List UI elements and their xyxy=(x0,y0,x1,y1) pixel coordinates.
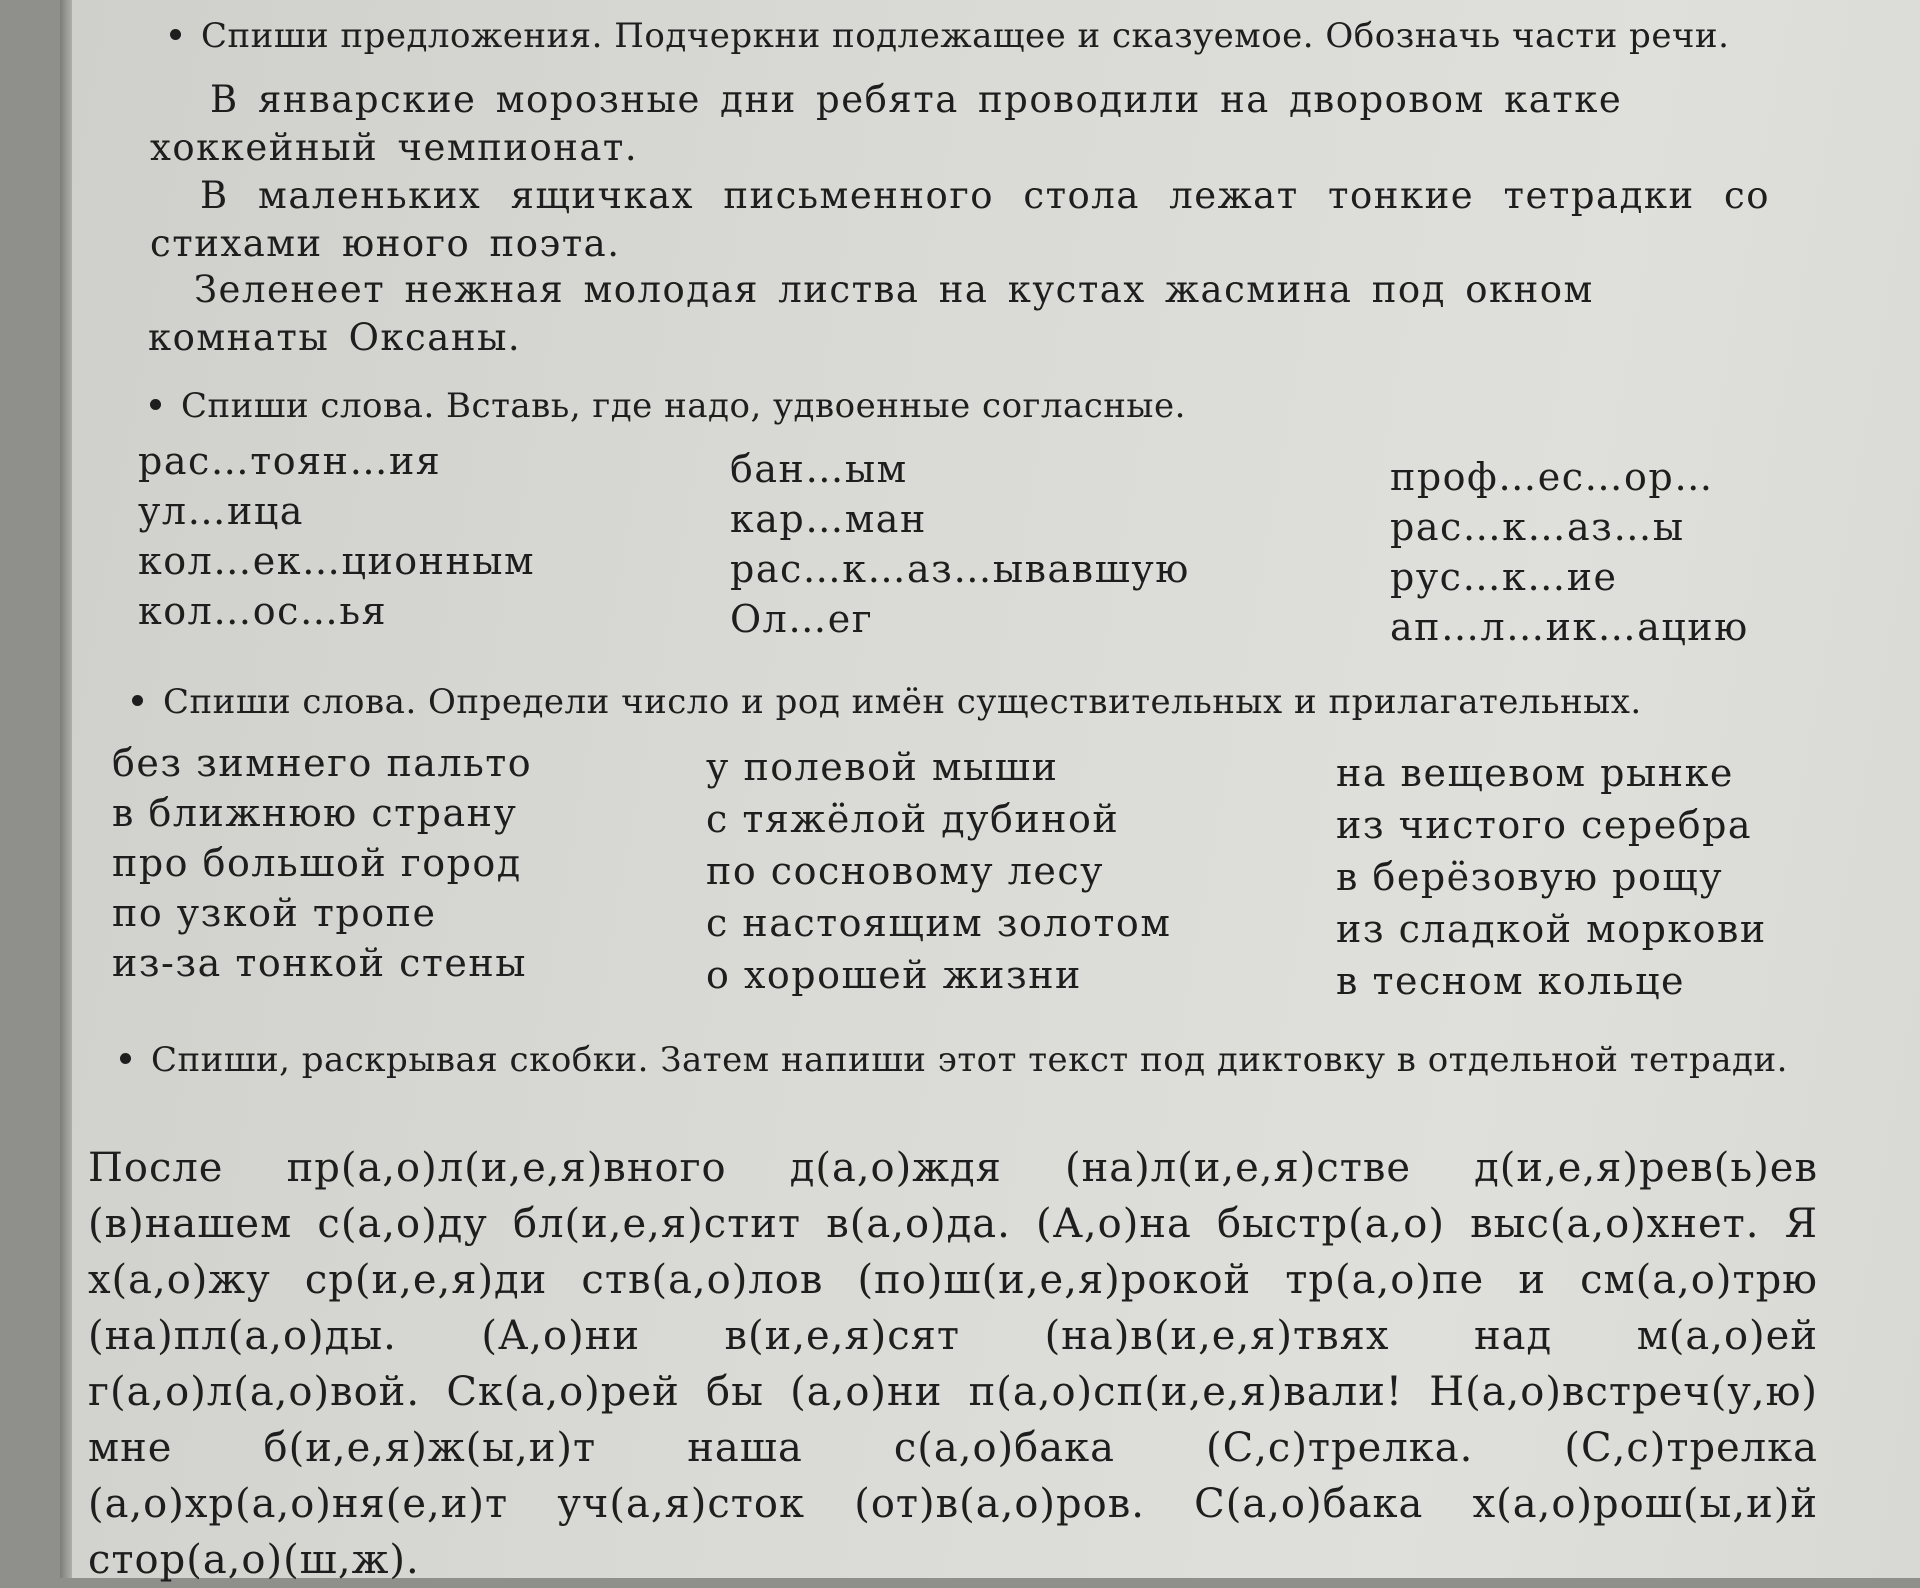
word-item: кар…ман xyxy=(730,497,927,541)
phrase-item: по узкой тропе xyxy=(112,891,437,935)
phrase-item: в тесном кольце xyxy=(1336,959,1685,1003)
task1-sentence-2: В маленьких ящичках письменного стола лежат тонкие тетрадки со стихами юного поэта. xyxy=(150,174,1770,265)
task1-instruction xyxy=(170,16,1729,56)
phrase-item: про большой город xyxy=(112,841,522,885)
phrase-item: у полевой мыши xyxy=(706,745,1059,789)
word-item: Ол…ег xyxy=(730,597,874,641)
task3-column-2 xyxy=(706,742,1171,1002)
task2-instruction xyxy=(150,386,1186,426)
phrase-item: на вещевом рынке xyxy=(1336,751,1734,795)
word-item: кол…ек…ционным xyxy=(138,539,536,583)
task4-dictation-text: После пр(а,о)л(и,е,я)вного д(а,о)ждя (на)л(и,е,я)стве д(и,е,я)рев(ь)ев (в)нашем с(а,о)ду бл(и,е,я)стит в(а,о)да. (А,о)на быстр(а,о) выс(а,о)хнет. Я х(а,о)жу ср(и,е,я)ди ств(а,о)лов (по)ш(и,е,я)рокой тр(а,о)пе и см(а,о)трю (на)пл(а,о)ды. (А,о)ни в(и,е,я)сят (на)в(и,е,я)твях над м(а,о)ей г(а,о)л(а,о)вой. Ск(а,о)рей бы (а,о)ни п(а,о)сп(и,е,я)вали! Н(а,о)встреч(у,ю) мне б(и,е,я)ж(ы,и)т наша с(а,о)бака (С,с)трелка. (С,с)трелка (а,о)хр(а,о)ня(е,и)т уч(а,я)сток (от)в(а,о)ров. С(а,о)бака х(а,о)рош(ы,и)й стор(а,о)(ш,ж). xyxy=(88,1145,1818,1583)
phrase-item: по сосновому лесу xyxy=(706,849,1104,893)
bullet-icon xyxy=(170,29,181,40)
word-item: ап…л…ик…ацию xyxy=(1390,605,1749,649)
task2-instruction-text: Спиши слова. Вставь, где надо, удвоенные согласные. xyxy=(181,386,1186,426)
phrase-item: в ближнюю страну xyxy=(112,791,518,835)
task1-instruction-text: Спиши предложения. Подчеркни подлежащее и сказуемое. Обозначь части речи. xyxy=(201,16,1730,56)
word-item: ул…ица xyxy=(138,489,304,533)
phrase-item: без зимнего пальто xyxy=(112,741,533,785)
word-item: бан…ым xyxy=(730,447,908,491)
phrase-item: с тяжёлой дубиной xyxy=(706,797,1120,841)
phrase-item: из сладкой моркови xyxy=(1336,907,1767,951)
word-item: кол…ос…ья xyxy=(138,589,388,633)
phrase-item: с настоящим золотом xyxy=(706,901,1172,945)
phrase-item: из чистого серебра xyxy=(1336,803,1753,847)
bullet-icon xyxy=(150,399,161,410)
bullet-icon xyxy=(120,1053,131,1064)
task4-instruction-text: Спиши, раскрывая скобки. Затем напиши этот текст под диктовку в отдельной тетради. xyxy=(151,1040,1788,1080)
task4-instruction xyxy=(120,1036,1820,1084)
task2-column-1 xyxy=(138,436,535,636)
task3-instruction-text: Спиши слова. Определи число и род имён существительных и прилагательных. xyxy=(163,682,1642,722)
word-item: рас…тоян…ия xyxy=(138,439,442,483)
bullet-icon xyxy=(132,695,143,706)
phrase-item: из-за тонкой стены xyxy=(112,941,527,985)
word-item: рас…к…аз…ывавшую xyxy=(730,547,1190,591)
task3-column-3 xyxy=(1336,748,1767,1008)
task2-column-2 xyxy=(730,444,1190,644)
task1-sentence-1: В январские морозные дни ребята проводили на дворовом катке хоккейный чемпионат. xyxy=(150,78,1623,169)
word-item: проф…ес…ор… xyxy=(1390,455,1714,499)
task2-column-3 xyxy=(1390,452,1749,652)
task3-instruction xyxy=(132,682,1642,722)
word-item: рас…к…аз…ы xyxy=(1390,505,1685,549)
word-item: рус…к…ие xyxy=(1390,555,1618,599)
task1-sentence-3: Зеленеет нежная молодая листва на кустах жасмина под окном комнаты Оксаны. xyxy=(148,268,1594,359)
phrase-item: о хорошей жизни xyxy=(706,953,1082,997)
phrase-item: в берёзовую рощу xyxy=(1336,855,1724,899)
task3-column-1 xyxy=(112,738,532,988)
